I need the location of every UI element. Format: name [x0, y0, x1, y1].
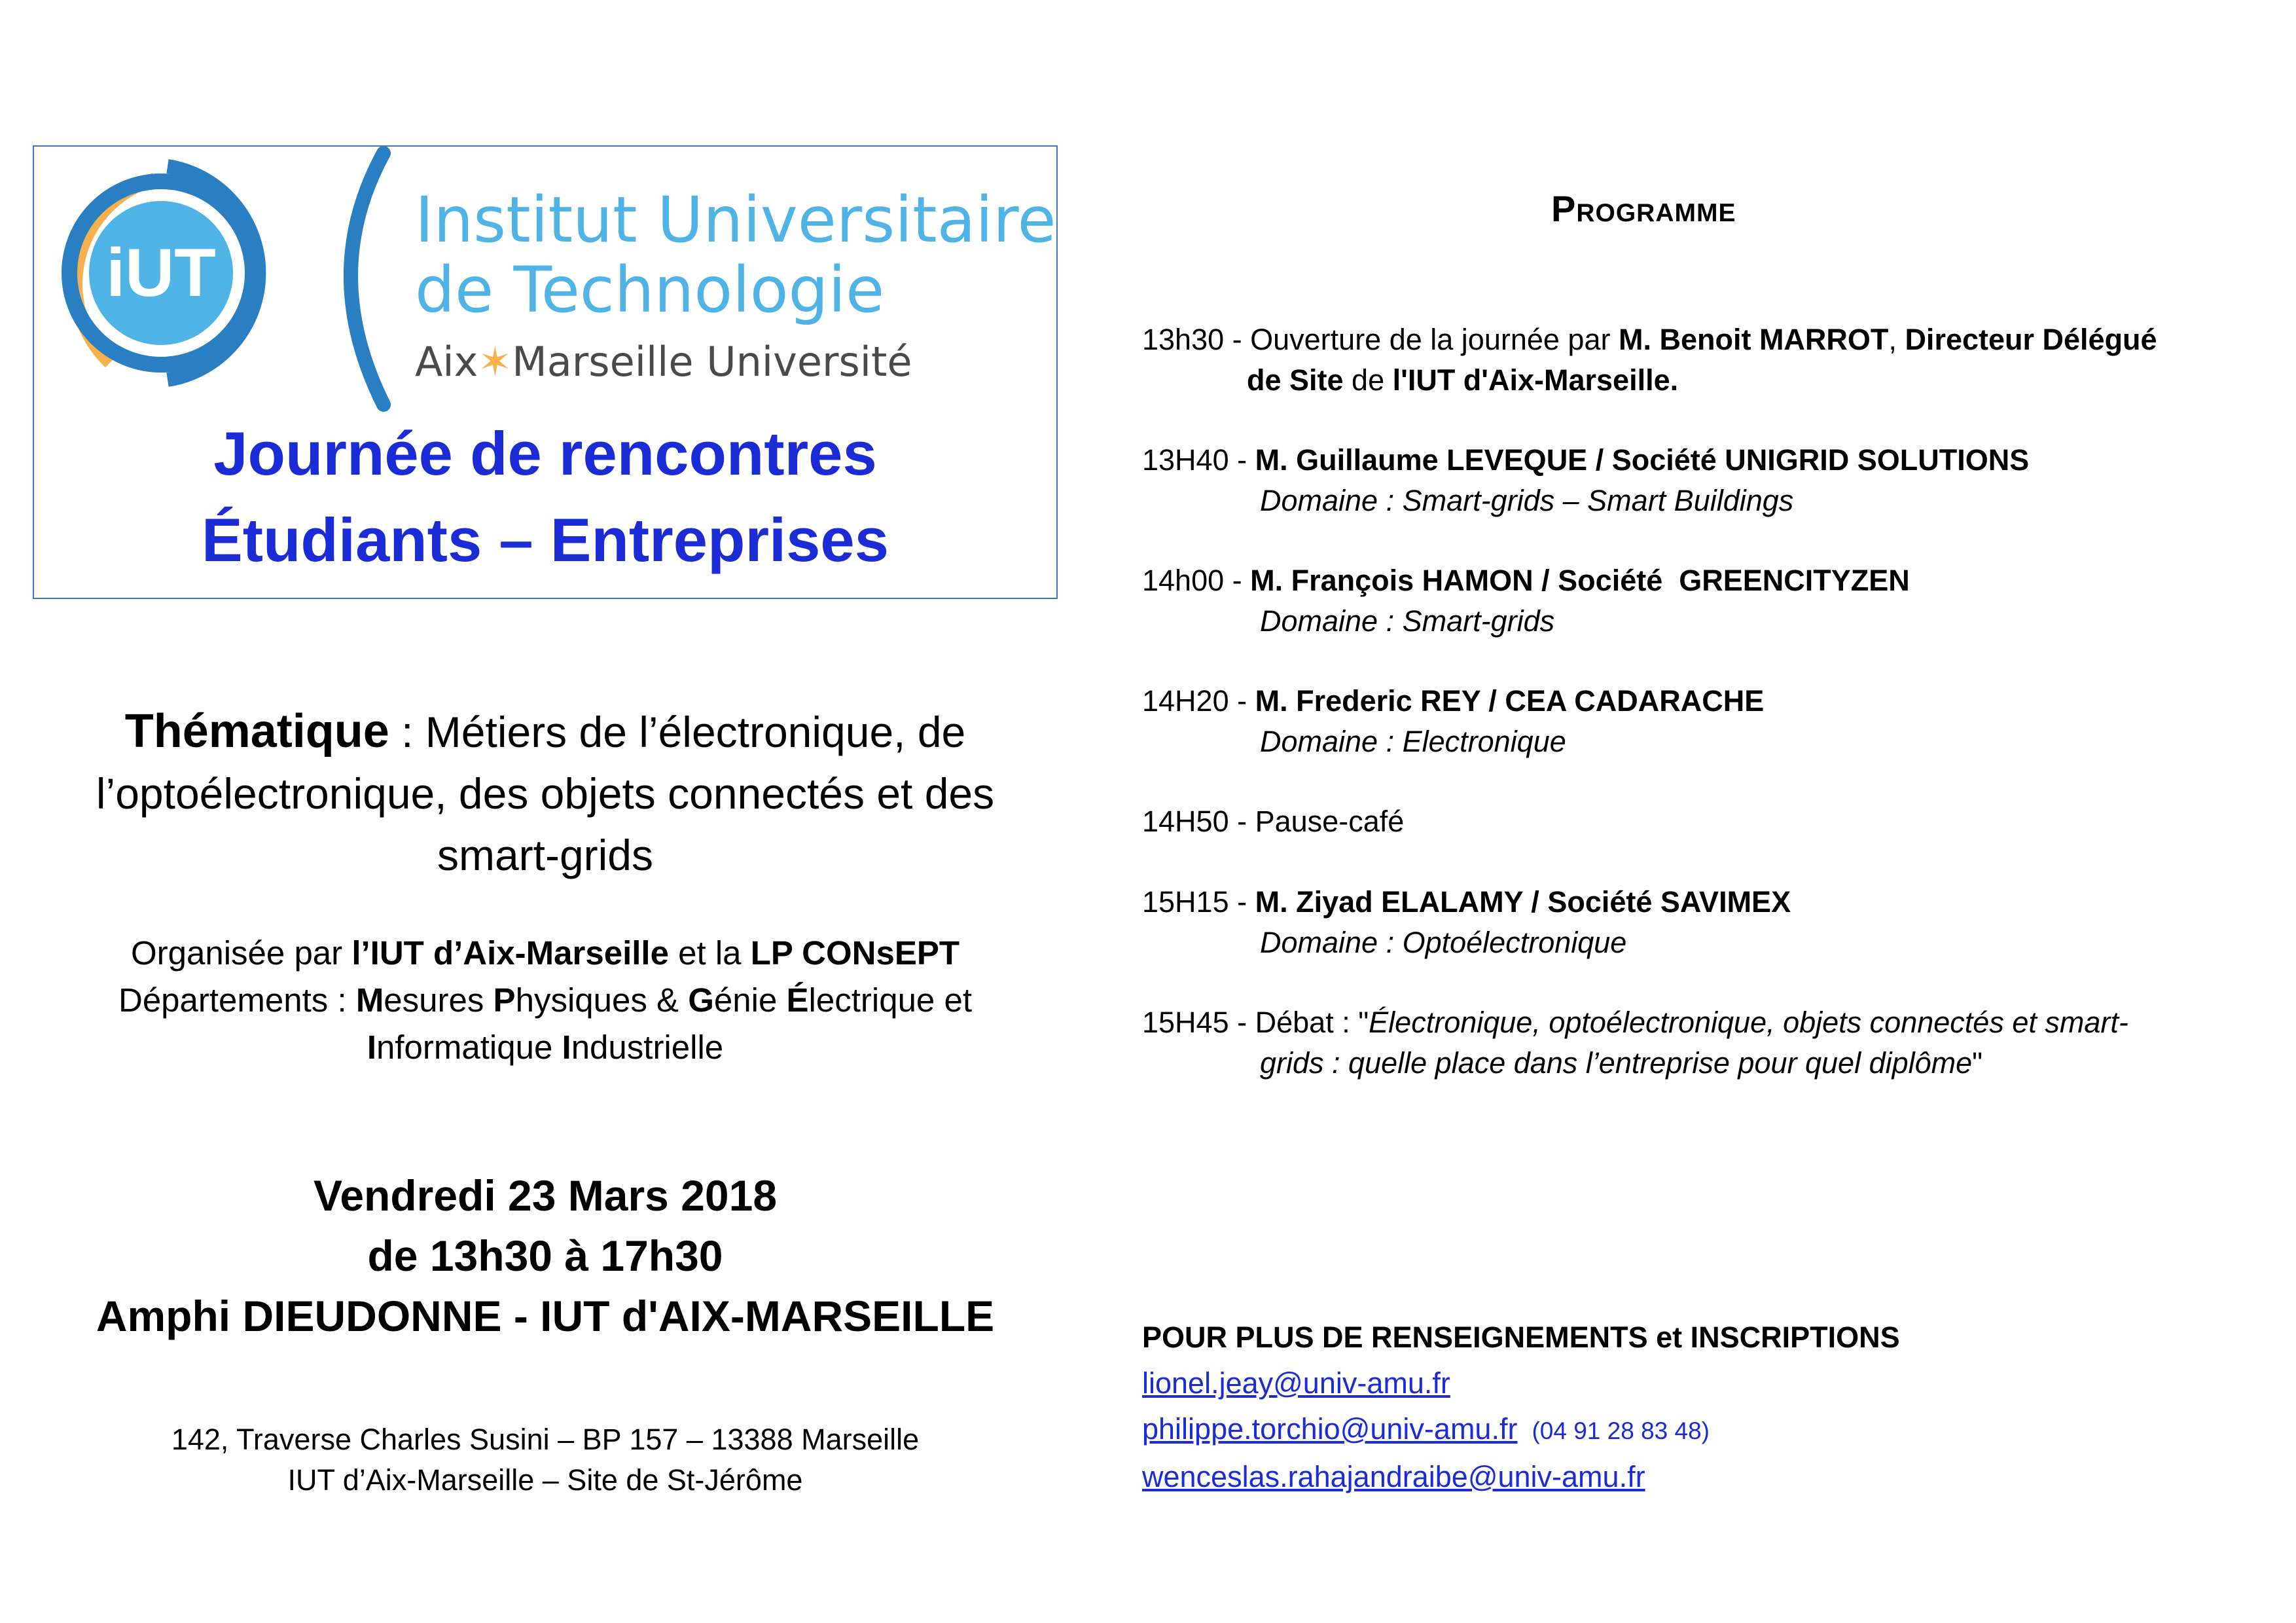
programme-title: Programme	[1551, 188, 1736, 229]
dept-cap-4: É	[786, 981, 809, 1019]
item-time: 13h30 -	[1142, 323, 1251, 356]
logo-badge-text: iUT	[106, 235, 216, 311]
item-domain: Domaine : Electronique	[1260, 725, 1566, 758]
item-close: "	[1972, 1046, 1983, 1080]
item-time: 15H45 -	[1142, 1006, 1255, 1039]
programme-item-5	[1142, 801, 2222, 842]
item-speaker: M. Guillaume LEVEQUE / Société UNIGRID SOLUTIONS	[1255, 443, 2030, 477]
event-title-line1: Journée de rencontres	[213, 419, 877, 488]
org-iut: l’IUT d’Aix-Marseille	[351, 934, 669, 972]
email-link-rahajandraibe[interactable]: wenceslas.rahajandraibe@univ-amu.fr	[1142, 1460, 1645, 1493]
dept-cap-2: P	[493, 981, 516, 1019]
logo-parenthesis	[351, 153, 384, 405]
item-time: 14H50 -	[1142, 805, 1255, 838]
theme-label: Thématique	[124, 705, 389, 757]
programme-item-2	[1142, 440, 2222, 521]
dept-cap-5: I	[367, 1029, 377, 1066]
org-prefix: Organisée par	[130, 934, 352, 972]
programme-item-4	[1142, 681, 2222, 762]
email-link-jeay[interactable]: lionel.jeay@univ-amu.fr	[1142, 1366, 1450, 1400]
programme-item-3	[1142, 560, 2222, 642]
contacts-block	[1142, 1315, 1900, 1500]
programme-item-1	[1142, 319, 2222, 401]
item-domain: Domaine : Smart-grids	[1260, 604, 1555, 638]
item-domain: Domaine : Smart-grids – Smart Buildings	[1260, 484, 1794, 517]
event-title-line2: Étudiants – Entreprises	[202, 505, 889, 574]
theme-text-3: smart-grids	[437, 831, 654, 879]
dept-rest-4: lectrique et	[808, 981, 973, 1019]
address-line1: 142, Traverse Charles Susini – BP 157 – 13388 Marseille	[171, 1423, 920, 1456]
item-role-a: Directeur Délégué	[1905, 323, 2157, 356]
org-lp: LP CONsEPT	[750, 934, 960, 972]
logo-line2: de Technologie	[415, 253, 885, 327]
item-speaker: M. François HAMON / Société GREENCITYZEN	[1250, 564, 1910, 597]
item-topic-b: grids : quelle place dans l’entreprise pour quel diplôme	[1260, 1046, 1973, 1080]
theme-text-2: l’optoélectronique, des objets connectés et des	[96, 769, 995, 818]
logo-line3-amu: Marseille Université	[512, 338, 912, 386]
item-topic-a: Électronique, optoélectronique, objets connectés et smart-	[1369, 1006, 2128, 1039]
address-line2: IUT d’Aix-Marseille – Site de St-Jérôme	[287, 1463, 803, 1497]
event-date: Vendredi 23 Mars 2018	[313, 1171, 778, 1220]
organisation-block	[33, 930, 1058, 1071]
theme-text-1: : Métiers de l’électronique, de	[389, 708, 966, 756]
dept-rest-5: nformatique	[376, 1029, 562, 1066]
item-time: 14H20 -	[1142, 684, 1255, 718]
item-sep: ,	[1888, 323, 1905, 356]
address-block	[33, 1419, 1058, 1501]
item-time: 13H40 -	[1142, 443, 1255, 477]
item-text: Ouverture de la journée par	[1250, 323, 1619, 356]
item-text: Pause-café	[1255, 805, 1405, 838]
item-domain: Domaine : Optoélectronique	[1260, 926, 1627, 959]
item-speaker: M. Benoit MARROT	[1618, 323, 1889, 356]
event-place: Amphi DIEUDONNE - IUT d'AIX-MARSEILLE	[96, 1292, 995, 1340]
dept-cap-3: G	[688, 981, 714, 1019]
dept-rest-1: esures	[384, 981, 493, 1019]
logo-line3	[415, 338, 912, 386]
dept-prefix: Départements :	[118, 981, 356, 1019]
org-mid: et la	[668, 934, 751, 972]
programme-item-6	[1142, 882, 2222, 963]
item-time: 14h00 -	[1142, 564, 1251, 597]
theme-block	[33, 701, 1058, 886]
item-speaker: M. Frederic REY / CEA CADARACHE	[1255, 684, 1765, 718]
logo-line3-aix: Aix	[415, 338, 478, 386]
dept-cap-1: M	[355, 981, 384, 1019]
item-role-b: de Site	[1247, 363, 1344, 397]
item-role-c: l'IUT d'Aix-Marseille.	[1392, 363, 1679, 397]
event-time: de 13h30 à 17h30	[367, 1231, 723, 1280]
programme-item-7	[1142, 1002, 2222, 1084]
dept-rest-2: hysiques &	[515, 981, 689, 1019]
dept-rest-6: ndustrielle	[571, 1029, 724, 1066]
logo-star-icon: ✶	[478, 338, 512, 386]
event-info	[33, 1165, 1058, 1346]
dept-rest-3: énie	[713, 981, 787, 1019]
item-time: 15H15 -	[1142, 885, 1255, 919]
phone-number: (04 91 28 83 48)	[1532, 1417, 1710, 1444]
logo-line1: Institut Universitaire	[415, 183, 1056, 257]
dept-cap-6: I	[562, 1029, 571, 1066]
contacts-heading: POUR PLUS DE RENSEIGNEMENTS et INSCRIPTIONS	[1142, 1321, 1900, 1354]
email-link-torchio[interactable]: philippe.torchio@univ-amu.fr	[1142, 1412, 1518, 1446]
iut-logo	[37, 147, 1058, 422]
item-speaker: M. Ziyad ELALAMY / Société SAVIMEX	[1255, 885, 1791, 919]
item-text: Débat : "	[1255, 1006, 1369, 1039]
item-role-mid: de	[1343, 363, 1393, 397]
